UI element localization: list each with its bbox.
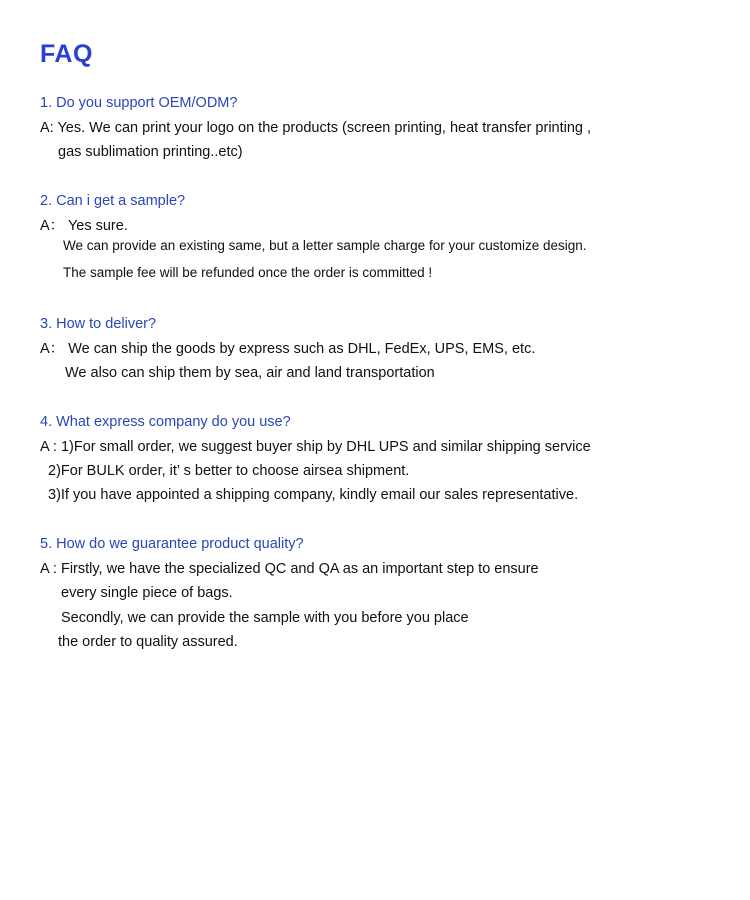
page-title: FAQ	[40, 40, 93, 68]
faq-question-3: 3. How to deliver?	[40, 316, 157, 332]
faq-answer-1-line-2: gas sublimation printing..etc)	[58, 144, 243, 160]
faq-answer-2-line-1: A： Yes sure.	[40, 218, 128, 234]
faq-answer-3-line-1: A： We can ship the goods by express such as DHL, FedEx, UPS, EMS, etc.	[40, 341, 536, 357]
faq-answer-5-line-3: Secondly, we can provide the sample with you before you place	[61, 610, 469, 626]
faq-answer-5-line-1: A : Firstly, we have the specialized QC and QA as an important step to ensure	[40, 561, 539, 577]
faq-answer-4-line-1: A : 1)For small order, we suggest buyer ship by DHL UPS and similar shipping service	[40, 439, 591, 455]
faq-answer-2-line-2: We can provide an existing same, but a letter sample charge for your customize design.	[63, 238, 587, 253]
faq-answer-4-line-3: 3)If you have appointed a shipping company, kindly email our sales representative.	[48, 487, 579, 503]
faq-question-5: 5. How do we guarantee product quality?	[40, 536, 304, 552]
faq-answer-3-line-2: We also can ship them by sea, air and land transportation	[65, 365, 435, 381]
faq-answer-5-line-4: the order to quality assured.	[58, 634, 238, 650]
faq-question-2: 2. Can i get a sample?	[40, 193, 186, 209]
faq-answer-4-line-2: 2)For BULK order, it’ s better to choose airsea shipment.	[48, 463, 410, 479]
faq-answer-2-line-3: The sample fee will be refunded once the order is committed !	[63, 265, 433, 280]
faq-question-1: 1. Do you support OEM/ODM?	[40, 95, 238, 111]
faq-answer-1-line-1: A: Yes. We can print your logo on the products (screen printing, heat transfer printing ,	[40, 120, 592, 136]
faq-question-4: 4. What express company do you use?	[40, 414, 291, 430]
faq-answer-5-line-2: every single piece of bags.	[61, 585, 233, 601]
